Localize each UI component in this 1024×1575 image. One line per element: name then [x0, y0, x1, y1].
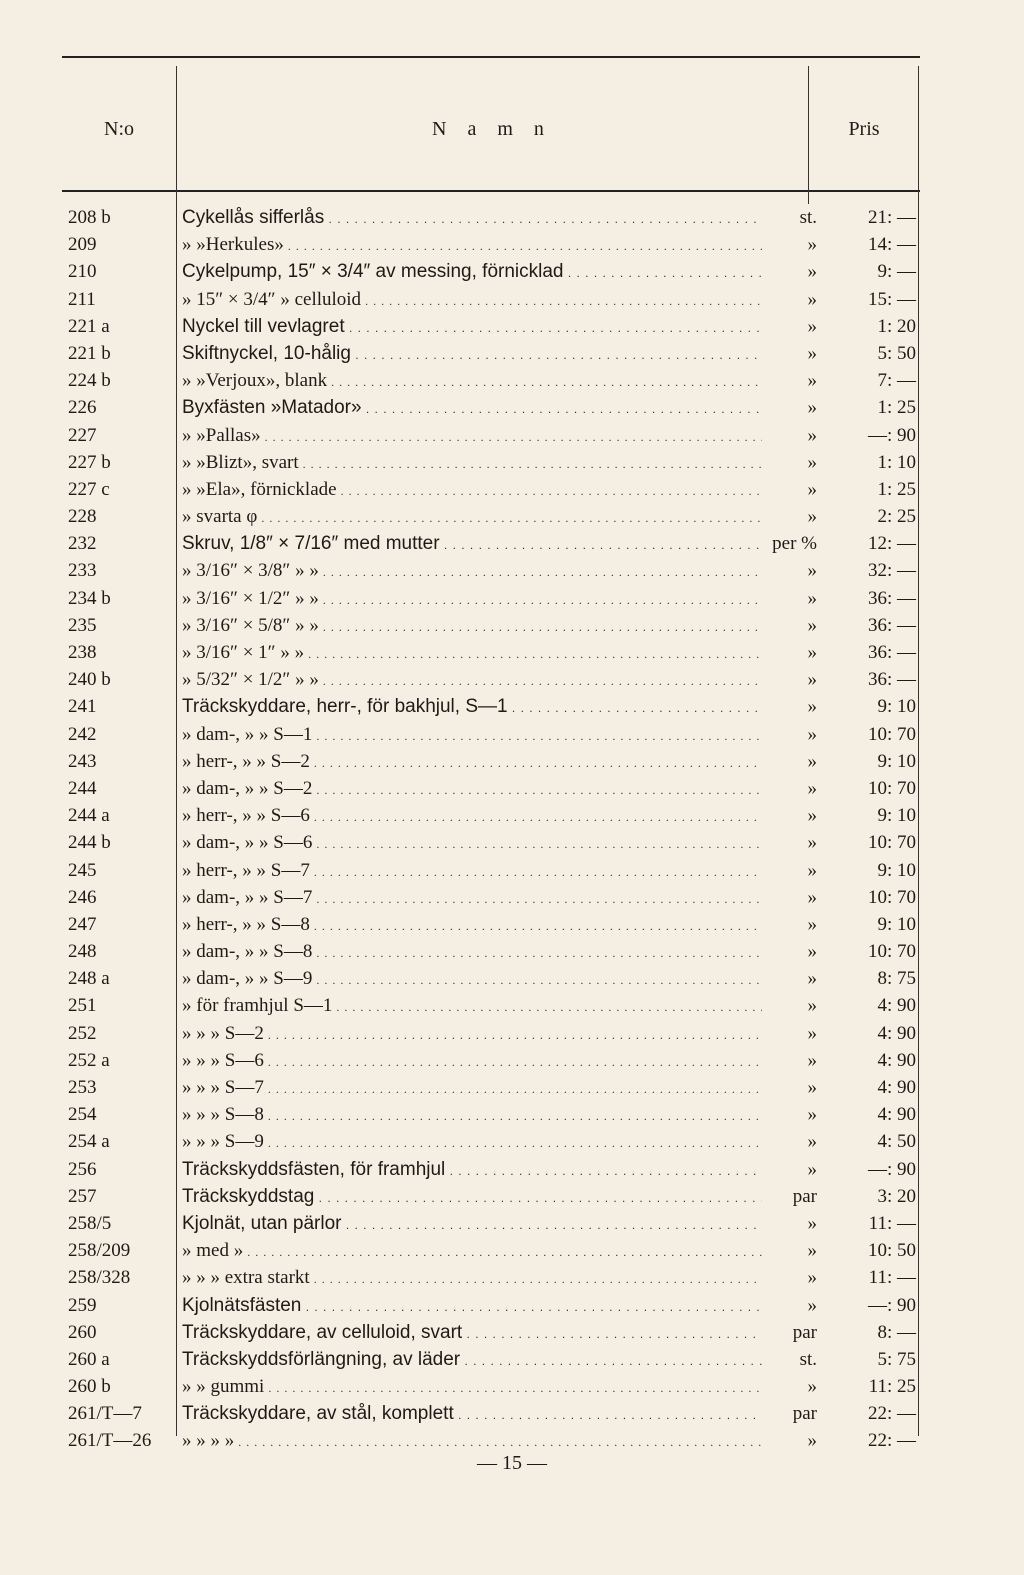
item-number: 208 b	[68, 207, 111, 228]
item-number: 261/T—26	[68, 1430, 152, 1452]
table-row	[62, 857, 920, 884]
item-number: 260	[68, 1321, 97, 1343]
item-number: 221 a	[68, 315, 110, 337]
item-unit: »	[762, 1128, 817, 1155]
table-row	[62, 802, 920, 829]
top-rule	[62, 56, 920, 58]
item-price: 9: 10	[877, 750, 916, 772]
item-name: Kjolnätsfästen . . .	[182, 1292, 782, 1321]
item-number: 226	[68, 397, 97, 419]
item-price: —: 90	[867, 1294, 916, 1316]
item-name: » »Herkules» . . .	[182, 231, 782, 260]
header-namn: N a m n	[432, 117, 552, 140]
item-unit: »	[762, 340, 817, 367]
item-unit: »	[762, 693, 817, 720]
item-price: 14: —	[867, 234, 916, 256]
item-price: 36: —	[867, 669, 916, 691]
item-price: 1: 25	[877, 478, 916, 500]
item-unit: »	[762, 965, 817, 992]
table-row	[62, 965, 920, 992]
item-name: » för framhjul S—1 . . .	[182, 992, 782, 1021]
item-number: 253	[68, 1077, 97, 1098]
item-price: 10: 70	[867, 941, 916, 963]
item-price: 9: 10	[877, 696, 916, 718]
item-number: 248 a	[68, 968, 110, 990]
item-price: 10: 70	[867, 886, 916, 908]
item-price: 9: 10	[877, 913, 916, 935]
item-unit: »	[762, 911, 817, 938]
item-price: 9: —	[877, 261, 916, 283]
item-number: 252 a	[68, 1049, 110, 1071]
item-unit: par	[762, 1319, 817, 1346]
item-number: 260 b	[68, 1376, 111, 1398]
item-name: » » » S—7 . . .	[182, 1074, 782, 1103]
item-number: 211	[68, 288, 96, 310]
table-row	[62, 204, 920, 231]
table-row	[62, 340, 920, 367]
item-unit: par	[762, 1183, 817, 1210]
item-unit: »	[762, 585, 817, 612]
table-row	[62, 1427, 920, 1454]
table-row	[62, 1074, 920, 1101]
item-unit: »	[762, 1210, 817, 1237]
item-price: 7: —	[877, 370, 916, 392]
item-price: —: 90	[867, 1158, 916, 1180]
item-number: 247	[68, 913, 97, 935]
table-row	[62, 992, 920, 1019]
item-name: » dam-, » » S—8 . . .	[182, 938, 782, 967]
item-price: 8: —	[877, 1321, 916, 1343]
table-row	[62, 557, 920, 584]
item-name: » 5/32″ × 1/2″ » » . . .	[182, 666, 782, 695]
item-price: 36: —	[867, 614, 916, 636]
item-unit: par	[762, 1400, 817, 1427]
table-row	[62, 1292, 920, 1319]
item-number: 261/T—7	[68, 1403, 142, 1425]
item-unit: »	[762, 639, 817, 666]
item-price: 21: —	[867, 207, 916, 228]
item-unit: »	[762, 992, 817, 1019]
item-unit: »	[762, 503, 817, 530]
item-unit: »	[762, 802, 817, 829]
item-price: 8: 75	[877, 968, 916, 990]
item-name: Kjolnät, utan pärlor . . .	[182, 1210, 782, 1239]
item-price: 4: 50	[877, 1131, 916, 1153]
item-unit: »	[762, 884, 817, 911]
item-number: 210	[68, 261, 97, 283]
table-header	[62, 68, 920, 192]
table-row	[62, 1346, 920, 1373]
table-row	[62, 1400, 920, 1427]
table-row	[62, 911, 920, 938]
item-number: 251	[68, 995, 97, 1017]
item-number: 254 a	[68, 1131, 110, 1153]
item-price: 1: 25	[877, 397, 916, 419]
item-name: » 3/16″ × 3/8″ » » . . .	[182, 557, 782, 586]
item-name: » » » S—2 . . .	[182, 1020, 782, 1049]
header-nr: N:o	[104, 117, 134, 140]
item-price: 10: 70	[867, 777, 916, 799]
item-number: 244	[68, 777, 97, 799]
item-unit: »	[762, 394, 817, 421]
item-price: 22: —	[867, 1430, 916, 1452]
item-unit: »	[762, 666, 817, 693]
item-number: 227 c	[68, 478, 110, 500]
item-name: » » » S—8 . . .	[182, 1101, 782, 1130]
item-name: » » gummi . . .	[182, 1373, 782, 1402]
table-row	[62, 1210, 920, 1237]
item-number: 260 a	[68, 1348, 110, 1370]
item-price: 9: 10	[877, 859, 916, 881]
item-name: Cykelpump, 15″ × 3/4″ av messing, förnicklad . . .	[182, 258, 782, 287]
item-number: 242	[68, 723, 97, 745]
item-unit: »	[762, 748, 817, 775]
item-number: 209	[68, 234, 97, 256]
item-price: 12: —	[867, 533, 916, 555]
item-price: 1: 20	[877, 315, 916, 337]
table-row	[62, 1020, 920, 1047]
item-name: » svarta φ . . .	[182, 503, 782, 532]
item-name: » »Blizt», svart . . .	[182, 449, 782, 478]
item-number: 227	[68, 424, 97, 446]
item-number: 228	[68, 506, 97, 528]
item-unit: »	[762, 721, 817, 748]
table-row	[62, 775, 920, 802]
item-unit: »	[762, 775, 817, 802]
item-name: » dam-, » » S—7 . . .	[182, 884, 782, 913]
table-row	[62, 693, 920, 720]
item-number: 252	[68, 1022, 97, 1044]
item-name: » 3/16″ × 5/8″ » » . . .	[182, 612, 782, 641]
table-row	[62, 1101, 920, 1128]
item-name: » » » extra starkt . . .	[182, 1264, 782, 1293]
item-price: 4: 90	[877, 995, 916, 1017]
header-pris: Pris	[848, 117, 880, 140]
item-number: 224 b	[68, 370, 111, 392]
item-price: 1: 10	[877, 451, 916, 473]
item-name: » » » S—6 . . .	[182, 1047, 782, 1076]
item-unit: »	[762, 231, 817, 258]
item-number: 232	[68, 533, 97, 555]
item-unit: »	[762, 286, 817, 313]
table-row	[62, 748, 920, 775]
item-name: » dam-, » » S—2 . . .	[182, 775, 782, 804]
table-row	[62, 476, 920, 503]
table-row	[62, 313, 920, 340]
item-unit: »	[762, 938, 817, 965]
item-unit: »	[762, 476, 817, 503]
item-name: » »Ela», förnicklade . . .	[182, 476, 782, 505]
table-row	[62, 585, 920, 612]
item-price: 3: 20	[877, 1185, 916, 1207]
table-row	[62, 1047, 920, 1074]
item-number: 221 b	[68, 342, 111, 364]
item-number: 259	[68, 1294, 97, 1316]
item-unit: per %	[762, 530, 817, 557]
item-unit: »	[762, 1101, 817, 1128]
item-name: Träckskyddare, av celluloid, svart . . .	[182, 1319, 782, 1348]
item-unit: st.	[762, 1346, 817, 1373]
item-name: » »Pallas» . . .	[182, 422, 782, 451]
item-price: 10: 70	[867, 832, 916, 854]
item-number: 245	[68, 859, 97, 881]
item-price: 5: 50	[877, 342, 916, 364]
item-unit: »	[762, 1047, 817, 1074]
page-number: — 15 —	[477, 1452, 547, 1474]
item-unit: »	[762, 557, 817, 584]
item-price: 11: —	[868, 1267, 916, 1289]
item-name: Träckskyddare, herr-, för bakhjul, S—1 . . .	[182, 693, 782, 722]
table-row	[62, 449, 920, 476]
item-price: 36: —	[867, 587, 916, 609]
item-number: 257	[68, 1185, 97, 1207]
item-number: 238	[68, 642, 97, 663]
item-unit: »	[762, 1292, 817, 1319]
item-name: » herr-, » » S—7 . . .	[182, 857, 782, 886]
item-name: » herr-, » » S—2 . . .	[182, 748, 782, 777]
item-unit: »	[762, 422, 817, 449]
item-number: 235	[68, 614, 97, 636]
item-number: 254	[68, 1104, 97, 1126]
table-row	[62, 938, 920, 965]
item-number: 233	[68, 560, 97, 582]
item-price: 9: 10	[877, 805, 916, 827]
item-number: 234 b	[68, 587, 111, 609]
item-price: 11: 25	[868, 1376, 916, 1398]
item-price: 2: 25	[877, 506, 916, 528]
table-row	[62, 503, 920, 530]
table-row	[62, 666, 920, 693]
item-price: 11: —	[868, 1212, 916, 1234]
item-name: Nyckel till vevlagret . . .	[182, 313, 782, 342]
table-row	[62, 1156, 920, 1183]
table-row	[62, 1319, 920, 1346]
table-row	[62, 1373, 920, 1400]
item-unit: »	[762, 612, 817, 639]
item-number: 248	[68, 941, 97, 963]
item-name: » 3/16″ × 1″ » » . . .	[182, 639, 782, 668]
item-name: » herr-, » » S—6 . . .	[182, 802, 782, 831]
item-price: —: 90	[867, 424, 916, 446]
item-price: 5: 75	[877, 1348, 916, 1370]
item-number: 256	[68, 1158, 97, 1180]
item-price: 10: 50	[867, 1240, 916, 1262]
item-unit: st.	[762, 204, 817, 231]
item-name: Byxfästen »Matador» . . .	[182, 394, 782, 423]
table-row	[62, 884, 920, 911]
item-name: » herr-, » » S—8 . . .	[182, 911, 782, 940]
item-name: Skruv, 1/8″ × 7/16″ med mutter . . .	[182, 530, 782, 559]
item-unit: »	[762, 1373, 817, 1400]
item-number: 258/5	[68, 1212, 112, 1234]
item-number: 244 a	[68, 805, 110, 827]
item-price: 32: —	[867, 560, 916, 582]
table-row	[62, 829, 920, 856]
item-unit: »	[762, 367, 817, 394]
table-row	[62, 231, 920, 258]
table-row	[62, 286, 920, 313]
item-price: 4: 90	[877, 1077, 916, 1098]
item-number: 244 b	[68, 832, 111, 854]
table-body	[62, 204, 920, 1455]
item-unit: »	[762, 1427, 817, 1454]
price-list-table	[62, 56, 920, 1452]
table-row	[62, 612, 920, 639]
table-row	[62, 367, 920, 394]
item-unit: »	[762, 1156, 817, 1183]
item-name: » » » » . . .	[182, 1427, 782, 1456]
item-number: 243	[68, 750, 97, 772]
item-name: » 15″ × 3/4″ » celluloid . . .	[182, 286, 782, 315]
item-number: 246	[68, 886, 97, 908]
item-price: 36: —	[867, 642, 916, 663]
item-price: 4: 90	[877, 1049, 916, 1071]
item-number: 258/209	[68, 1240, 131, 1262]
item-name: » med » . . .	[182, 1237, 782, 1266]
item-name: Träckskyddsfästen, för framhjul . . .	[182, 1156, 782, 1185]
item-name: » »Verjoux», blank . . .	[182, 367, 782, 396]
table-row	[62, 1237, 920, 1264]
table-row	[62, 394, 920, 421]
item-price: 10: 70	[867, 723, 916, 745]
item-price: 15: —	[867, 288, 916, 310]
table-row	[62, 530, 920, 557]
item-name: Träckskyddsförlängning, av läder . . .	[182, 1346, 782, 1375]
item-unit: »	[762, 258, 817, 285]
item-number: 227 b	[68, 451, 111, 473]
item-name: Träckskyddstag . . .	[182, 1183, 782, 1212]
item-unit: »	[762, 829, 817, 856]
item-name: » dam-, » » S—9 . . .	[182, 965, 782, 994]
item-number: 241	[68, 696, 97, 718]
item-unit: »	[762, 1020, 817, 1047]
table-row	[62, 1264, 920, 1291]
item-name: » dam-, » » S—1 . . .	[182, 721, 782, 750]
item-name: Cykellås sifferlås . . .	[182, 204, 782, 233]
table-row	[62, 1128, 920, 1155]
item-name: Skiftnyckel, 10-hålig . . .	[182, 340, 782, 369]
item-unit: »	[762, 857, 817, 884]
table-row	[62, 721, 920, 748]
table-row	[62, 258, 920, 285]
item-price: 22: —	[867, 1403, 916, 1425]
item-number: 240 b	[68, 669, 111, 691]
item-unit: »	[762, 1074, 817, 1101]
item-price: 4: 90	[877, 1022, 916, 1044]
item-name: Träckskyddare, av stål, komplett . . .	[182, 1400, 782, 1429]
item-unit: »	[762, 1237, 817, 1264]
item-unit: »	[762, 1264, 817, 1291]
item-number: 258/328	[68, 1267, 131, 1289]
table-row	[62, 1183, 920, 1210]
table-row	[62, 422, 920, 449]
item-name: » 3/16″ × 1/2″ » » . . .	[182, 585, 782, 614]
item-unit: »	[762, 313, 817, 340]
table-row	[62, 639, 920, 666]
item-name: » dam-, » » S—6 . . .	[182, 829, 782, 858]
item-name: » » » S—9 . . .	[182, 1128, 782, 1157]
item-unit: »	[762, 449, 817, 476]
item-price: 4: 90	[877, 1104, 916, 1126]
